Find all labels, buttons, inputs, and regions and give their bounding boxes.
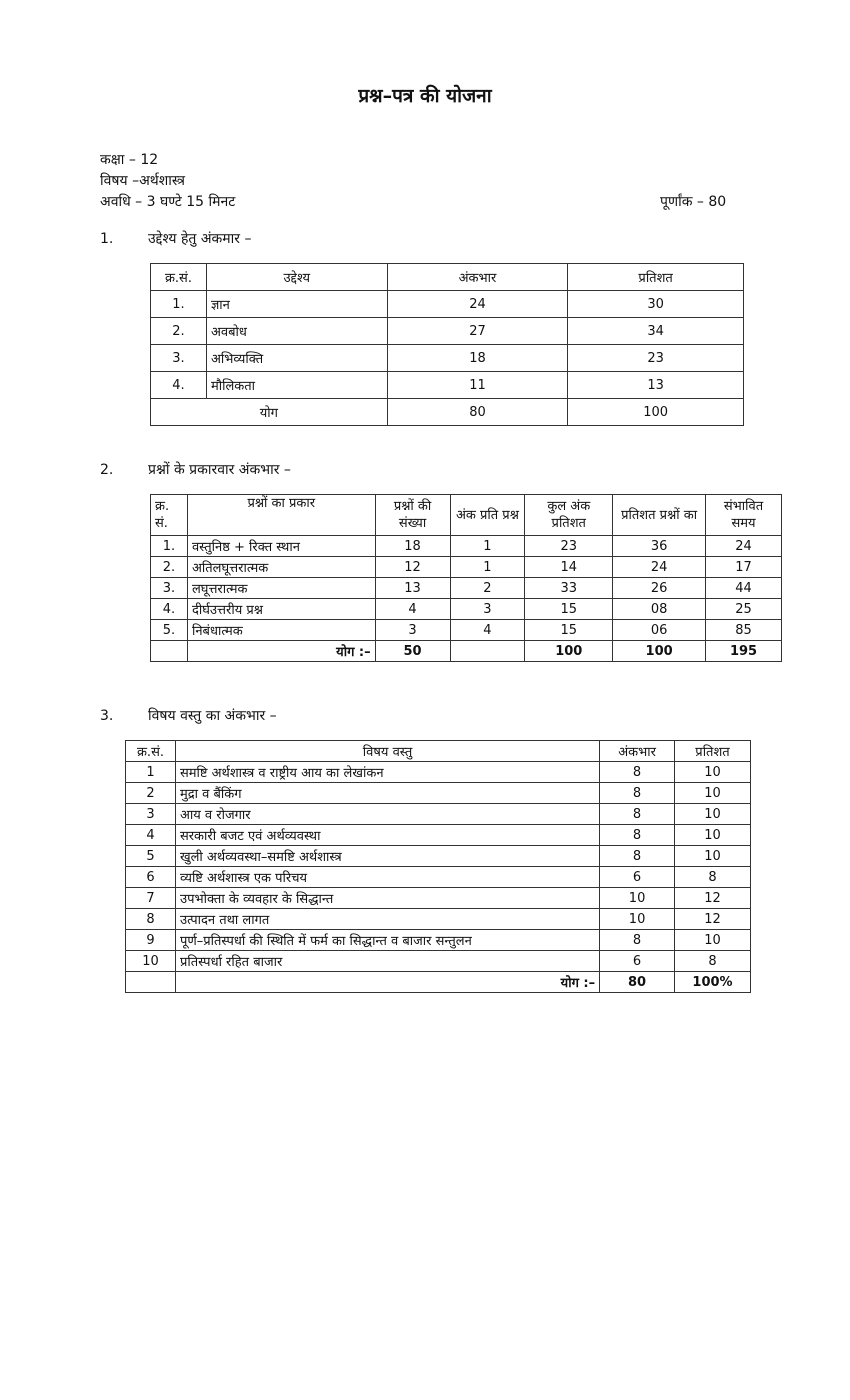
section1-title: उद्देश्य हेतु अंकमार – xyxy=(148,231,252,247)
column-header: संभावित समय xyxy=(706,495,782,536)
table-cell: 15 xyxy=(525,620,613,641)
section2-heading xyxy=(100,460,291,479)
table-cell: 8 xyxy=(600,762,675,783)
column-header: प्रतिशत xyxy=(568,264,744,291)
total-label: योग :– xyxy=(187,641,375,662)
question-type-marks-table xyxy=(150,494,782,662)
table-cell: 6 xyxy=(126,867,176,888)
table-cell: 8 xyxy=(600,783,675,804)
table-cell: 85 xyxy=(706,620,782,641)
table-cell: 30 xyxy=(568,291,744,318)
table-cell: 5 xyxy=(126,846,176,867)
table-cell: 3 xyxy=(375,620,450,641)
total-cell: 100 xyxy=(568,399,744,426)
table-cell: 10 xyxy=(675,762,751,783)
duration-label: अवधि – 3 घण्टे 15 मिनट xyxy=(100,194,236,210)
table-cell: 23 xyxy=(525,536,613,557)
table-total-row xyxy=(126,972,751,993)
column-header: प्रतिशत प्रश्नों का xyxy=(613,495,706,536)
table-cell: 9 xyxy=(126,930,176,951)
table-cell: पूर्ण–प्रतिस्पर्धा की स्थिति में फर्म का सिद्धान्त व बाजार सन्तुलन xyxy=(175,930,599,951)
column-header: विषय वस्तु xyxy=(175,741,599,762)
table-cell: 34 xyxy=(568,318,744,345)
total-label: योग xyxy=(151,399,388,426)
table-row xyxy=(151,557,782,578)
table-cell: 3 xyxy=(450,599,525,620)
total-cell: 100 xyxy=(613,641,706,662)
section1-heading xyxy=(100,229,251,248)
table-row xyxy=(126,951,751,972)
table-total-row xyxy=(151,641,782,662)
table-cell: 12 xyxy=(675,888,751,909)
table-cell: 5. xyxy=(151,620,188,641)
table-cell: सरकारी बजट एवं अर्थव्यवस्था xyxy=(175,825,599,846)
table-cell: 1 xyxy=(450,536,525,557)
total-cell: 100 xyxy=(525,641,613,662)
empty-cell xyxy=(126,972,176,993)
table-cell: 17 xyxy=(706,557,782,578)
table-row xyxy=(126,762,751,783)
table-row xyxy=(126,804,751,825)
section1-number: 1. xyxy=(100,231,114,247)
table-cell: 44 xyxy=(706,578,782,599)
table-cell: 8 xyxy=(600,930,675,951)
section3-heading xyxy=(100,706,277,725)
total-label: योग :– xyxy=(175,972,599,993)
table-cell: 12 xyxy=(375,557,450,578)
table-cell: 10 xyxy=(675,846,751,867)
table-cell: मौलिकता xyxy=(206,372,387,399)
table-row xyxy=(126,930,751,951)
table-cell: 24 xyxy=(613,557,706,578)
table-cell: 2. xyxy=(151,318,207,345)
table-cell: अतिलघूत्तरात्मक xyxy=(187,557,375,578)
table-cell: अभिव्यक्ति xyxy=(206,345,387,372)
table-cell: 12 xyxy=(675,909,751,930)
table-cell: 11 xyxy=(387,372,568,399)
table-header-row xyxy=(151,495,782,536)
table-row xyxy=(126,888,751,909)
table-cell: 13 xyxy=(375,578,450,599)
column-header: उद्देश्य xyxy=(206,264,387,291)
column-header: कुल अंक प्रतिशत xyxy=(525,495,613,536)
total-cell: 80 xyxy=(600,972,675,993)
subject-label: विषय –अर्थशास्त्र xyxy=(100,173,186,189)
table-cell: 8 xyxy=(600,804,675,825)
column-header: प्रतिशत xyxy=(675,741,751,762)
table-cell: 26 xyxy=(613,578,706,599)
table-row xyxy=(126,783,751,804)
table-row xyxy=(126,909,751,930)
table-cell: उत्पादन तथा लागत xyxy=(175,909,599,930)
column-header: अंकभार xyxy=(387,264,568,291)
column-header: अंक प्रति प्रश्न xyxy=(450,495,525,536)
table-cell: 4 xyxy=(375,599,450,620)
full-marks-label: पूर्णांक – 80 xyxy=(660,194,727,210)
table-cell: 8 xyxy=(675,867,751,888)
section2-number: 2. xyxy=(100,462,114,478)
table-cell: 08 xyxy=(613,599,706,620)
table-cell: व्यष्टि अर्थशास्त्र एक परिचय xyxy=(175,867,599,888)
table-cell: 1. xyxy=(151,291,207,318)
table-cell: 8 xyxy=(600,846,675,867)
table-cell: 10 xyxy=(675,930,751,951)
table-cell: 18 xyxy=(375,536,450,557)
table-cell: आय व रोजगार xyxy=(175,804,599,825)
table-cell: 8 xyxy=(675,951,751,972)
objective-marks-table xyxy=(150,263,744,426)
table-row xyxy=(151,536,782,557)
table-cell: 14 xyxy=(525,557,613,578)
table-cell: प्रतिस्पर्धा रहित बाजार xyxy=(175,951,599,972)
table-header-row xyxy=(151,264,744,291)
table-cell: 13 xyxy=(568,372,744,399)
page-title: प्रश्न–पत्र की योजना xyxy=(358,85,492,107)
table-row xyxy=(126,825,751,846)
table-cell: 8 xyxy=(600,825,675,846)
total-cell: 100% xyxy=(675,972,751,993)
table-cell: 25 xyxy=(706,599,782,620)
table-row xyxy=(126,867,751,888)
table-cell: समष्टि अर्थशास्त्र व राष्ट्रीय आय का लेखांकन xyxy=(175,762,599,783)
table-row xyxy=(151,291,744,318)
table-cell: 3 xyxy=(126,804,176,825)
table-cell: उपभोक्ता के व्यवहार के सिद्धान्त xyxy=(175,888,599,909)
table-total-row xyxy=(151,399,744,426)
table-row xyxy=(151,318,744,345)
table-cell: 10 xyxy=(600,909,675,930)
table-header-row xyxy=(126,741,751,762)
column-header: प्रश्नों का प्रकार xyxy=(187,495,375,536)
table-cell: 10 xyxy=(600,888,675,909)
total-cell: 50 xyxy=(375,641,450,662)
table-cell: 1 xyxy=(126,762,176,783)
table-cell: 18 xyxy=(387,345,568,372)
column-header: क्र.सं. xyxy=(126,741,176,762)
section3-number: 3. xyxy=(100,708,114,724)
column-header: क्र.सं. xyxy=(151,264,207,291)
table-row xyxy=(151,620,782,641)
table-cell: 36 xyxy=(613,536,706,557)
table-cell: 7 xyxy=(126,888,176,909)
table-cell: 23 xyxy=(568,345,744,372)
table-cell: खुली अर्थव्यवस्था–समष्टि अर्थशास्त्र xyxy=(175,846,599,867)
table-cell: 6 xyxy=(600,867,675,888)
table-cell: 8 xyxy=(126,909,176,930)
table-cell: 10 xyxy=(675,783,751,804)
table-cell: 6 xyxy=(600,951,675,972)
table-cell: 27 xyxy=(387,318,568,345)
table-cell: निबंधात्मक xyxy=(187,620,375,641)
column-header: क्र. सं. xyxy=(151,495,188,536)
empty-cell xyxy=(151,641,188,662)
total-cell xyxy=(450,641,525,662)
table-row xyxy=(151,372,744,399)
class-label: कक्षा – 12 xyxy=(100,152,159,168)
table-cell: 24 xyxy=(706,536,782,557)
table-cell: 10 xyxy=(675,825,751,846)
section3-title: विषय वस्तु का अंकभार – xyxy=(148,708,277,724)
table-cell: मुद्रा व बैंकिंग xyxy=(175,783,599,804)
table-cell: 4 xyxy=(450,620,525,641)
table-cell: 15 xyxy=(525,599,613,620)
table-row xyxy=(151,345,744,372)
content-marks-table xyxy=(125,740,751,993)
table-cell: 24 xyxy=(387,291,568,318)
table-cell: वस्तुनिष्ठ + रिक्त स्थान xyxy=(187,536,375,557)
table-cell: 1. xyxy=(151,536,188,557)
table-cell: 1 xyxy=(450,557,525,578)
table-cell: अवबोध xyxy=(206,318,387,345)
table-cell: 2 xyxy=(450,578,525,599)
table-row xyxy=(151,578,782,599)
table-cell: 33 xyxy=(525,578,613,599)
column-header: अंकभार xyxy=(600,741,675,762)
total-cell: 80 xyxy=(387,399,568,426)
table-cell: 10 xyxy=(126,951,176,972)
table-cell: 4 xyxy=(126,825,176,846)
section2-title: प्रश्नों के प्रकारवार अंकभार – xyxy=(148,462,291,478)
table-cell: 2 xyxy=(126,783,176,804)
table-cell: 3. xyxy=(151,578,188,599)
table-row xyxy=(151,599,782,620)
table-cell: 2. xyxy=(151,557,188,578)
table-cell: 06 xyxy=(613,620,706,641)
table-cell: दीर्घउत्तरीय प्रश्न xyxy=(187,599,375,620)
table-cell: 10 xyxy=(675,804,751,825)
table-cell: 3. xyxy=(151,345,207,372)
column-header: प्रश्नों की संख्या xyxy=(375,495,450,536)
table-row xyxy=(126,846,751,867)
table-cell: 4. xyxy=(151,599,188,620)
total-cell: 195 xyxy=(706,641,782,662)
table-cell: 4. xyxy=(151,372,207,399)
table-cell: लघूत्तरात्मक xyxy=(187,578,375,599)
table-cell: ज्ञान xyxy=(206,291,387,318)
